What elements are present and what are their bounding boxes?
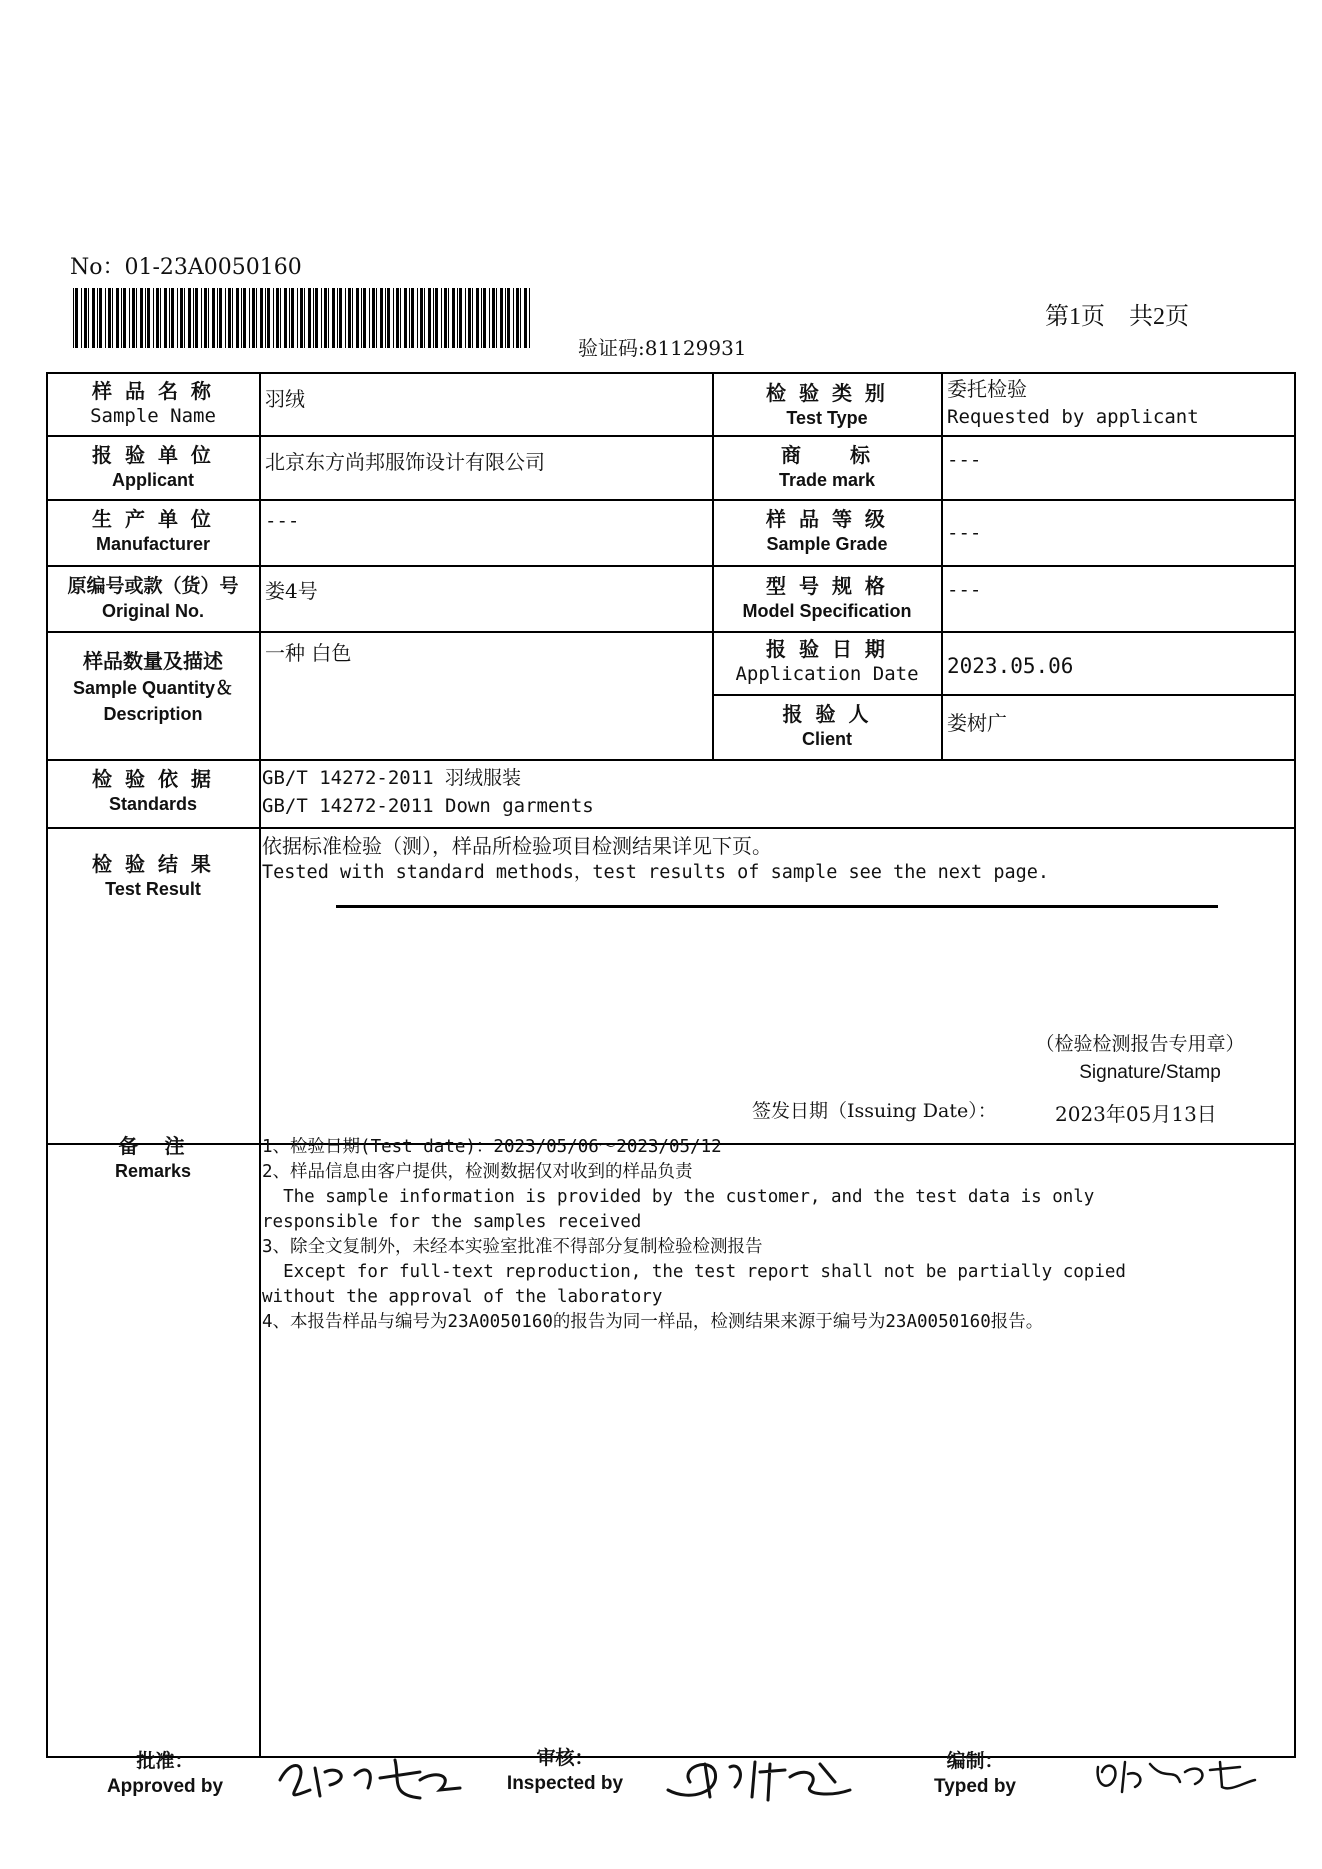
row-divider xyxy=(46,759,1296,761)
original-no-value: 娄4号 xyxy=(265,579,318,603)
remark-line: The sample information is provided by the customer, and the test data is only xyxy=(262,1187,1095,1207)
test-type-value-en: Requested by applicant xyxy=(947,406,1199,428)
sample-qty-value: 一种 白色 xyxy=(265,641,352,665)
report-number: No：01-23A0050160 xyxy=(70,255,302,280)
remark-line: 4、本报告样品与编号为23A0050160的报告为同一样品，检测结果来源于编号为23A0050160报告。 xyxy=(262,1312,1044,1332)
applicant-value: 北京东方尚邦服饰设计有限公司 xyxy=(265,450,545,474)
row-divider xyxy=(712,694,1296,696)
sample-grade-label: 样 品 等 级 Sample Grade xyxy=(766,507,888,554)
remark-line: responsible for the samples received xyxy=(262,1212,642,1232)
applicant-label: 报 验 单 位 Applicant xyxy=(92,443,214,490)
approved-signature xyxy=(270,1750,470,1805)
typed-label: 编制： Typed by xyxy=(934,1750,1016,1797)
model-spec-label: 型 号 规 格 Model Specification xyxy=(742,574,912,621)
column-divider xyxy=(941,372,943,759)
remark-line: 2、样品信息由客户提供，检测数据仅对收到的样品负责 xyxy=(262,1162,693,1182)
test-type-value-cn: 委托检验 xyxy=(947,377,1027,401)
row-divider xyxy=(46,435,1296,437)
sample-qty-label: 样品数量及描述 Sample Quantity＆ Description xyxy=(72,649,234,724)
model-spec-value: --- xyxy=(947,579,982,601)
trade-mark-label: 商 标 Trade mark xyxy=(778,443,876,490)
application-date-label: 报 验 日 期 Application Date xyxy=(735,637,919,685)
inspected-signature xyxy=(660,1752,865,1807)
inspected-label: 审核： Inspected by xyxy=(506,1747,624,1794)
standards-value-cn: GB/T 14272-2011 羽绒服装 xyxy=(262,767,522,789)
sample-grade-value: --- xyxy=(947,522,982,544)
trade-mark-value: --- xyxy=(947,449,982,471)
test-result-value-cn: 依据标准检验（测），样品所检验项目检测结果详见下页。 xyxy=(262,834,772,858)
original-no-label: 原编号或款（货）号 Original No. xyxy=(67,575,239,621)
barcode-image xyxy=(73,288,533,348)
standards-label: 检 验 依 据 Standards xyxy=(92,767,214,814)
row-divider xyxy=(46,565,1296,567)
remark-line: Except for full-text reproduction, the test report shall not be partially copied xyxy=(262,1262,1126,1282)
stamp-caption: （检验检测报告专用章） Signature/Stamp xyxy=(1035,1033,1245,1083)
typed-signature xyxy=(1090,1752,1260,1802)
issuing-date-value: 2023年05月13日 xyxy=(1055,1102,1217,1126)
manufacturer-value: --- xyxy=(265,510,300,532)
row-divider xyxy=(46,827,1296,829)
test-result-label: 检 验 结 果 Test Result xyxy=(92,852,214,899)
test-type-label: 检 验 类 别 Test Type xyxy=(766,381,888,428)
manufacturer-label: 生 产 单 位 Manufacturer xyxy=(92,507,214,554)
client-label: 报 验 人 Client xyxy=(782,702,872,749)
remark-line: 3、除全文复制外，未经本实验室批准不得部分复制检验检测报告 xyxy=(262,1237,763,1257)
remark-line: 1、检验日期(Test date)：2023/05/06～2023/05/12 xyxy=(262,1137,722,1157)
issuing-date-label: 签发日期（Issuing Date）： xyxy=(752,1100,997,1122)
row-divider xyxy=(46,499,1296,501)
remark-line: without the approval of the laboratory xyxy=(262,1287,663,1307)
remarks-text xyxy=(262,1135,1126,1335)
end-of-result-line xyxy=(336,905,1218,908)
row-divider xyxy=(46,631,1296,633)
test-result-value-en: Tested with standard methods，test results of sample see the next page. xyxy=(262,862,1050,883)
remarks-label: 备 注 Remarks xyxy=(114,1134,192,1181)
sample-name-label: 样 品 名 称 Sample Name xyxy=(90,379,216,427)
sample-name-value: 羽绒 xyxy=(265,387,305,411)
standards-value-en: GB/T 14272-2011 Down garments xyxy=(262,795,594,817)
page-number: 第1页 共2页 xyxy=(1045,304,1189,330)
approved-label: 批准： Approved by xyxy=(106,1750,224,1797)
verification-code: 验证码:81129931 xyxy=(578,336,747,360)
column-divider xyxy=(259,372,261,1758)
application-date-value: 2023.05.06 xyxy=(947,654,1074,678)
client-value: 娄树广 xyxy=(947,711,1007,735)
